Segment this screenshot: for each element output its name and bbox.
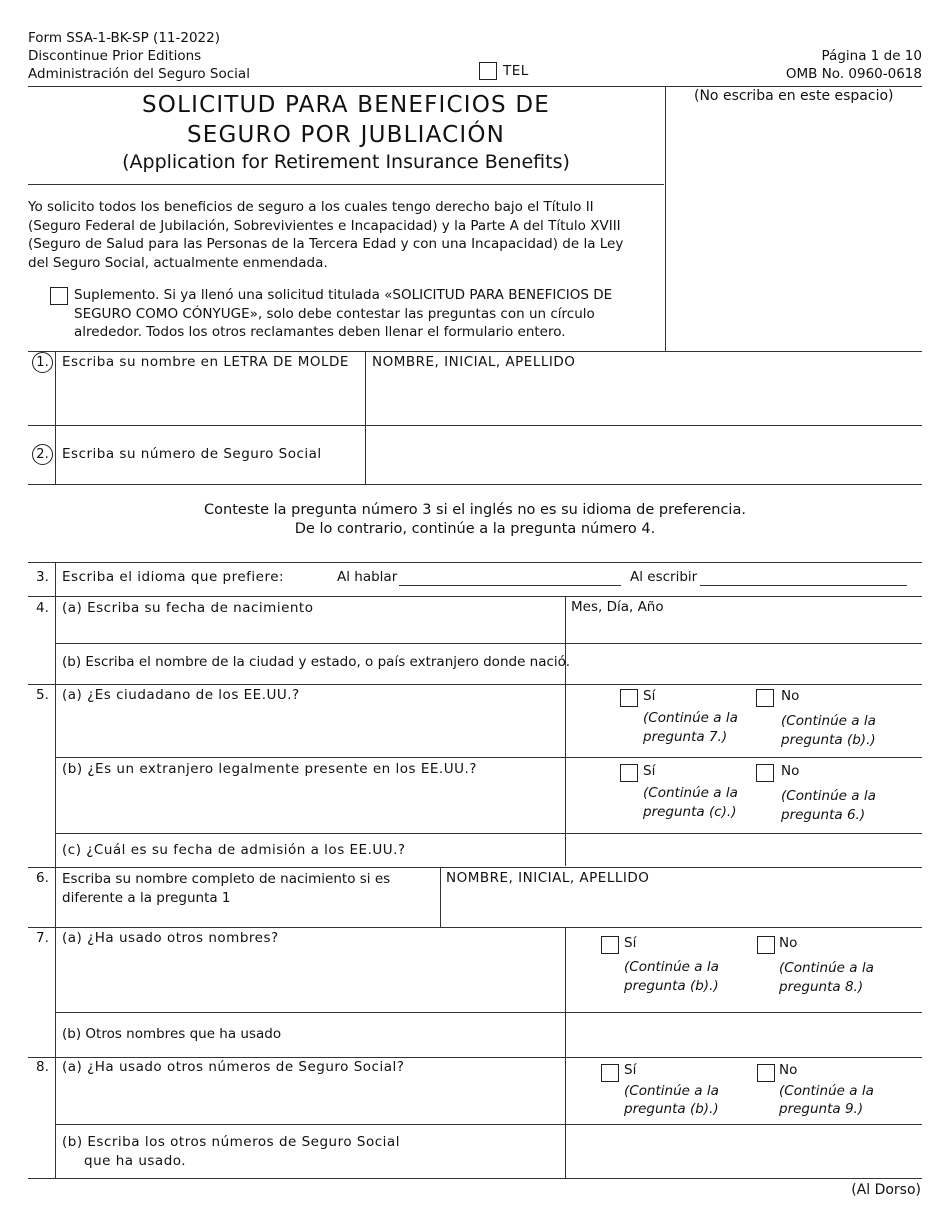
q3-label: Escriba el idioma que prefiere:: [62, 569, 285, 585]
q3-writing-input[interactable]: [700, 585, 907, 586]
q1-name-input[interactable]: [366, 372, 921, 424]
q5a-label: (a) ¿Es ciudadano de los EE.UU.?: [62, 687, 300, 703]
q5b-yes-label: Sí: [643, 763, 656, 779]
q5a-no-checkbox[interactable]: [756, 689, 774, 707]
q5c-admission-date-input[interactable]: [566, 834, 921, 866]
q6-label: Escriba su nombre completo de nacimiento si es diferente a la pregunta 1: [62, 871, 391, 906]
title-spanish-line1: SOLICITUD PARA BENEFICIOS DE: [141, 92, 551, 118]
q3-speaking-label: Al hablar: [337, 569, 398, 585]
q1-label: Escriba su nombre en LETRA DE MOLDE: [62, 354, 349, 370]
discontinue-note: Discontinue Prior Editions: [28, 48, 202, 64]
q7a-no-note: (Continúe a la pregunta 8.): [779, 960, 874, 995]
q3-instruction-line2: De lo contrario, continúe a la pregunta número 4.: [294, 521, 656, 537]
q5c-label: (c) ¿Cuál es su fecha de admisión a los EE.UU.?: [62, 842, 406, 858]
intro-line: (Seguro de Salud para las Personas de la Tercera Edad y con una Incapacidad) de la Ley: [28, 236, 624, 252]
tel-label: TEL: [503, 63, 529, 79]
q1-name-hint: NOMBRE, INICIAL, APELLIDO: [372, 354, 576, 370]
q1-number: 1.: [32, 352, 53, 373]
q3-number: 3.: [36, 569, 49, 585]
q4b-label: (b) Escriba el nombre de la ciudad y estado, o país extranjero donde nació.: [62, 654, 570, 670]
q5a-yes-note: (Continúe a la pregunta 7.): [643, 710, 738, 745]
q8a-yes-note: (Continúe a la pregunta (b).): [624, 1083, 719, 1117]
supplement-text: [74, 286, 612, 342]
supplement-checkbox[interactable]: [50, 287, 68, 305]
q4a-date-hint: Mes, Día, Año: [571, 599, 664, 615]
intro-line: del Seguro Social, actualmente enmendada.: [28, 254, 328, 271]
page-number: Página 1 de 10: [821, 48, 922, 64]
q3-writing-label: Al escribir: [630, 569, 698, 585]
q8a-yes-label: Sí: [624, 1062, 637, 1078]
q2-label: Escriba su número de Seguro Social: [62, 446, 322, 462]
q8a-yes-checkbox[interactable]: [601, 1064, 619, 1082]
q5b-no-note: (Continúe a la pregunta 6.): [781, 788, 876, 823]
q6-birth-name-input[interactable]: [441, 888, 921, 926]
q5a-no-label: No: [781, 688, 800, 704]
q8a-no-checkbox[interactable]: [757, 1064, 775, 1082]
q7a-label: (a) ¿Ha usado otros nombres?: [62, 930, 279, 946]
q4a-label: (a) Escriba su fecha de nacimiento: [62, 600, 314, 616]
q4a-birthdate-input[interactable]: [566, 616, 921, 642]
q5b-yes-checkbox[interactable]: [620, 764, 638, 782]
q4b-birthplace-input[interactable]: [566, 644, 921, 683]
q3-instruction-line1: Conteste la pregunta número 3 si el inglés no es su idioma de preferencia.: [204, 502, 746, 518]
q7b-label: (b) Otros nombres que ha usado: [62, 1026, 282, 1042]
intro-paragraph: [28, 198, 623, 272]
q8a-no-note: (Continúe a la pregunta 9.): [779, 1083, 874, 1117]
q6-number: 6.: [36, 870, 49, 886]
supplement-line: SEGURO COMO CÓNYUGE», solo debe contestar las preguntas con un círculo: [74, 305, 595, 322]
q8a-no-label: No: [779, 1062, 798, 1078]
q5-number: 5.: [36, 687, 49, 703]
q8b-other-ssn-input[interactable]: [566, 1125, 921, 1177]
q5a-yes-label: Sí: [643, 688, 656, 704]
q2-number: 2.: [32, 444, 53, 465]
office-use-area: [666, 108, 922, 350]
q4-number: 4.: [36, 600, 49, 616]
q2-ssn-input[interactable]: [366, 426, 921, 483]
supplement-line: alrededor. Todos los otros reclamantes deben llenar el formulario entero.: [74, 324, 566, 340]
intro-line: Yo solicito todos los beneficios de seguro a los cuales tengo derecho bajo el Título II: [28, 199, 594, 215]
q8b-label: (b) Escriba los otros números de Seguro Social que ha usado.: [62, 1134, 400, 1169]
q7-number: 7.: [36, 930, 49, 946]
q5b-label: (b) ¿Es un extranjero legalmente presente en los EE.UU.?: [62, 761, 477, 777]
intro-line: (Seguro Federal de Jubilación, Sobrevivientes e Incapacidad) y la Parte A del Título XVIII: [28, 217, 621, 234]
supplement-line: Suplemento. Si ya llenó una solicitud titulada «SOLICITUD PARA BENEFICIOS DE: [74, 287, 613, 303]
q5b-yes-note: (Continúe a la pregunta (c).): [643, 785, 738, 820]
over-note: (Al Dorso): [851, 1182, 921, 1198]
q5a-yes-checkbox[interactable]: [620, 689, 638, 707]
q3-speaking-input[interactable]: [399, 585, 621, 586]
q5b-no-checkbox[interactable]: [756, 764, 774, 782]
q7a-yes-checkbox[interactable]: [601, 936, 619, 954]
q8a-label: (a) ¿Ha usado otros números de Seguro Social?: [62, 1059, 405, 1075]
q5a-no-note: (Continúe a la pregunta (b).): [781, 713, 876, 748]
title-spanish-line2: SEGURO POR JUBLIACIÓN: [186, 122, 506, 148]
form-number: Form SSA-1-BK-SP (11-2022): [28, 30, 220, 46]
q7a-no-label: No: [779, 935, 798, 951]
tel-checkbox[interactable]: [479, 62, 497, 80]
no-write-label: (No escriba en este espacio): [694, 88, 894, 104]
title-english: (Application for Retirement Insurance Benefits): [122, 151, 570, 173]
q7a-no-checkbox[interactable]: [757, 936, 775, 954]
q7a-yes-label: Sí: [624, 935, 637, 951]
omb-number: OMB No. 0960-0618: [785, 66, 922, 82]
q8-number: 8.: [36, 1059, 49, 1075]
q7b-other-names-input[interactable]: [566, 1013, 921, 1056]
q6-name-hint: NOMBRE, INICIAL, APELLIDO: [446, 870, 650, 886]
q5b-no-label: No: [781, 763, 800, 779]
agency-name: Administración del Seguro Social: [28, 66, 250, 82]
q7a-yes-note: (Continúe a la pregunta (b).): [624, 959, 719, 994]
